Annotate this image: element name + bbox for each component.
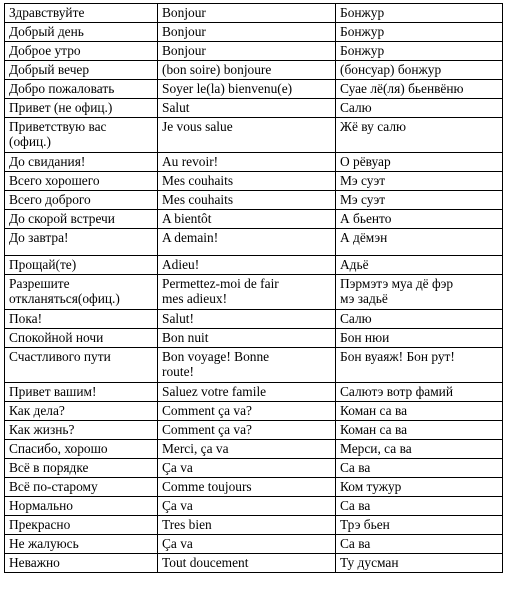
pronunciation-cell: Ком тужур [336,478,503,497]
pronunciation-cell: Бонжур [336,23,503,42]
french-cell: Ça va [158,459,336,478]
russian-cell: Добрый вечер [5,61,158,80]
russian-cell: Всё в порядке [5,459,158,478]
phrase-table [4,3,503,573]
pronunciation-cell: Бонжур [336,42,503,61]
pronunciation-cell: Бон вуаяж! Бон рут! [336,348,503,383]
russian-cell: Привет (не офиц.) [5,99,158,118]
french-cell: Je vous salue [158,118,336,153]
table-row [5,210,503,229]
french-cell: Comme toujours [158,478,336,497]
table-row [5,256,503,275]
table-row [5,440,503,459]
russian-cell: Прекрасно [5,516,158,535]
table-row [5,329,503,348]
table-row [5,172,503,191]
french-cell: Salut [158,99,336,118]
pronunciation-cell: Бонжур [336,4,503,23]
pronunciation-cell: Мерси, са ва [336,440,503,459]
table-row [5,383,503,402]
table-row [5,99,503,118]
pronunciation-cell: Жё ву салю [336,118,503,153]
russian-cell: До свидания! [5,153,158,172]
russian-cell: Привет вашим! [5,383,158,402]
russian-cell: До завтра! [5,229,158,256]
french-cell: Bonjour [158,42,336,61]
pronunciation-cell: Суае лё(ля) бьенвёню [336,80,503,99]
french-cell: Bonjour [158,23,336,42]
table-row [5,478,503,497]
french-cell: Bon nuit [158,329,336,348]
french-cell: Merci, ça va [158,440,336,459]
table-row [5,275,503,310]
table-row [5,535,503,554]
french-cell: Au revoir! [158,153,336,172]
table-row [5,42,503,61]
table-row [5,348,503,383]
table-row [5,4,503,23]
pronunciation-cell: Коман са ва [336,402,503,421]
pronunciation-cell: Салютэ вотр фамий [336,383,503,402]
table-row [5,310,503,329]
russian-cell: Разрешите откланяться(офиц.) [5,275,158,310]
french-cell: Bon voyage! Bonne route! [158,348,336,383]
french-cell: Comment ça va? [158,421,336,440]
russian-cell: Спокойной ночи [5,329,158,348]
french-cell: Mes couhaits [158,172,336,191]
russian-cell: Добрый день [5,23,158,42]
french-cell: Salut! [158,310,336,329]
russian-cell: Пока! [5,310,158,329]
pronunciation-cell: А дёмэн [336,229,503,256]
pronunciation-cell: А бьенто [336,210,503,229]
pronunciation-cell: Мэ суэт [336,172,503,191]
french-cell: Tres bien [158,516,336,535]
french-cell: Bonjour [158,4,336,23]
table-row [5,153,503,172]
pronunciation-cell: Бон нюи [336,329,503,348]
russian-cell: Добро пожаловать [5,80,158,99]
pronunciation-cell: Са ва [336,459,503,478]
pronunciation-cell: Коман са ва [336,421,503,440]
russian-cell: Всего доброго [5,191,158,210]
french-cell: Adieu! [158,256,336,275]
french-cell: A demain! [158,229,336,256]
pronunciation-cell: Мэ суэт [336,191,503,210]
french-cell: Comment ça va? [158,402,336,421]
french-cell: Ça va [158,535,336,554]
table-row [5,421,503,440]
french-cell: Ça va [158,497,336,516]
table-row [5,459,503,478]
russian-cell: Как дела? [5,402,158,421]
russian-cell: До скорой встречи [5,210,158,229]
phrase-table-body [5,4,503,573]
russian-cell: Счастливого пути [5,348,158,383]
french-cell: (bon soire) bonjoure [158,61,336,80]
pronunciation-cell: Са ва [336,497,503,516]
russian-cell: Всё по-старому [5,478,158,497]
russian-cell: Нормально [5,497,158,516]
russian-cell: Как жизнь? [5,421,158,440]
table-row [5,229,503,256]
french-cell: Tout doucement [158,554,336,573]
russian-cell: Спасибо, хорошо [5,440,158,459]
table-row [5,61,503,80]
pronunciation-cell: О рёвуар [336,153,503,172]
pronunciation-cell: (бонсуар) бонжур [336,61,503,80]
french-cell: Saluez votre famile [158,383,336,402]
table-row [5,191,503,210]
russian-cell: Здравствуйте [5,4,158,23]
russian-cell: Всего хорошего [5,172,158,191]
pronunciation-cell: Пэрмэтэ муа дё фэр мэ задьё [336,275,503,310]
table-row [5,80,503,99]
table-row [5,23,503,42]
pronunciation-cell: Ту дусман [336,554,503,573]
pronunciation-cell: Трэ бьен [336,516,503,535]
russian-cell: Доброе утро [5,42,158,61]
french-cell: Mes couhaits [158,191,336,210]
table-row [5,402,503,421]
russian-cell: Прощай(те) [5,256,158,275]
table-row [5,516,503,535]
french-cell: Soyer le(la) bienvenu(e) [158,80,336,99]
french-cell: Permettez-moi de fair mes adieux! [158,275,336,310]
pronunciation-cell: Салю [336,310,503,329]
french-cell: A bientôt [158,210,336,229]
russian-cell: Неважно [5,554,158,573]
russian-cell: Не жалуюсь [5,535,158,554]
table-row [5,554,503,573]
table-row [5,497,503,516]
table-row [5,118,503,153]
pronunciation-cell: Салю [336,99,503,118]
pronunciation-cell: Са ва [336,535,503,554]
russian-cell: Приветствую вас (офиц.) [5,118,158,153]
pronunciation-cell: Адьё [336,256,503,275]
